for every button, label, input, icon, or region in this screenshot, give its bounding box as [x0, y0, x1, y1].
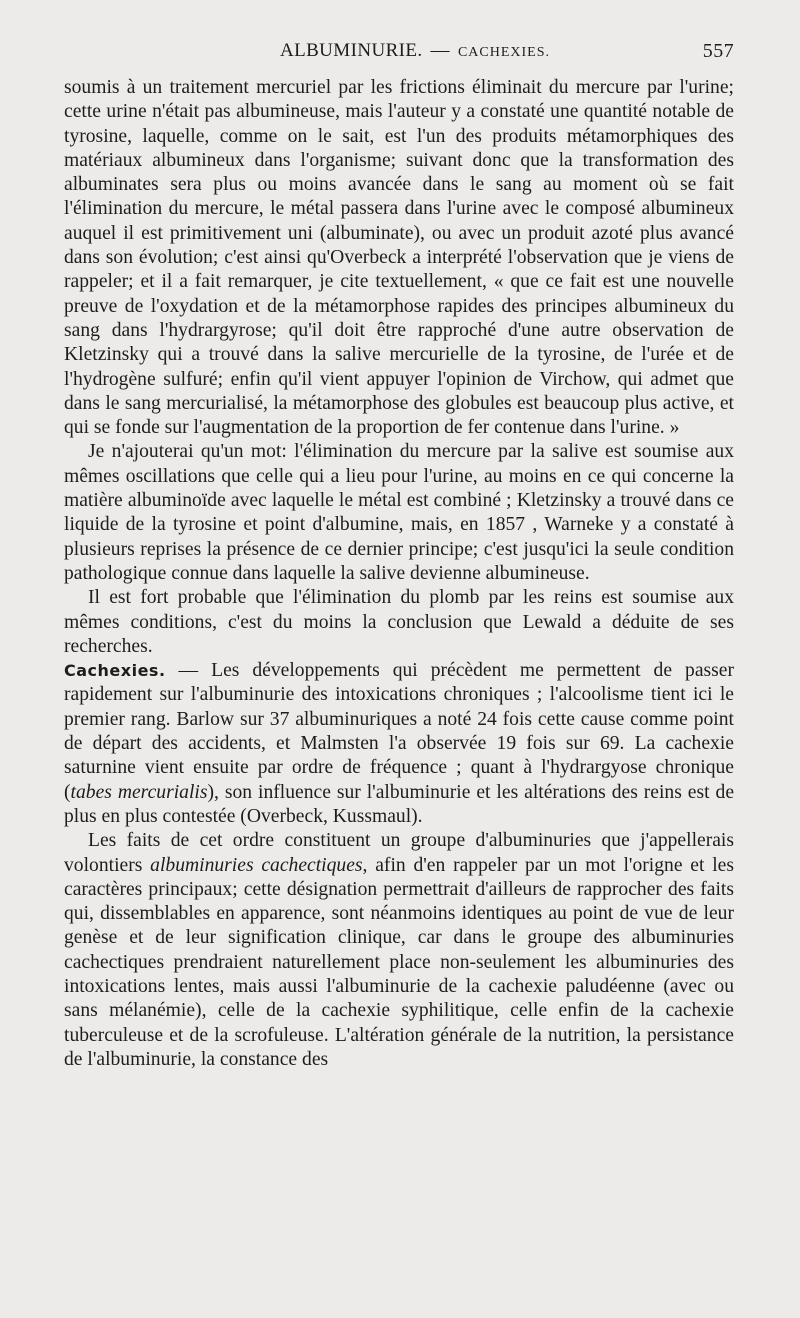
- running-head-section: CACHEXIES.: [457, 45, 550, 60]
- paragraph-2: Je n'ajouterai qu'un mot: l'élimination du mercure par la salive est soumise aux mêmes oscillations que celle qui a lieu pour l'urine, au moins en ce qui concerne la matière albuminoïde avec laquelle le métal est combiné ; Kletzinsky a trouvé dans ce liquide de la tyrosine et point d'albumine, mais, en 1857 , Warneke y a constaté à plusieurs reprises la présence de ce dernier principe; c'est jusqu'ici la seule condition pathologique connue dans laquelle la salive devienne albumineuse.: [64, 441, 734, 584]
- paragraph-5-italic: albuminuries cachectiques: [150, 854, 363, 876]
- paragraph-5-start: Les faits de cet ordre constituent un groupe d'albuminuries que j'appellerais volontiers: [64, 830, 734, 876]
- page-header: [64, 40, 734, 76]
- page-number: 557: [702, 40, 734, 62]
- paragraph-5: [64, 829, 734, 1072]
- running-head: [248, 40, 550, 62]
- running-head-title: ALBUMINURIE.: [279, 40, 423, 61]
- running-head-dash: —: [430, 40, 450, 61]
- paragraph-cachexies: [64, 659, 734, 829]
- paragraph-cachexies-rest: ), son influence sur l'albuminurie et les altérations des reins est de plus en plus contestée (Overbeck, Kussmaul).: [64, 781, 735, 827]
- paragraph-3: Il est fort probable que l'élimination du plomb par les reins est soumise aux mêmes conditions, c'est du moins la conclusion que Lewald a déduite de ses recherches.: [64, 587, 734, 657]
- paragraph-cachexies-italic: tabes mercurialis: [70, 781, 208, 803]
- paragraph-1: soumis à un traitement mercuriel par les frictions éliminait du mercure par l'urine; cette urine n'était pas albumineuse, mais l'auteur y a constaté une quantité notable de tyrosine, laquelle, comme on le sait, est l'un des produits métamorphiques des matériaux albumineux dans l'organisme; suivant donc que la transformation des albuminates sera plus ou moins avancée dans le sang au moment où se fait l'élimination du mercure, le métal passera dans l'urine avec le composé albumineux auquel il est primitivement uni (albuminate), ou avec un produit azoté plus avancé dans son évolution; c'est ainsi qu'Overbeck a interprété l'observation que je viens de rappeler; et il a fait remarquer, je cite textuellement, « que ce fait est une nouvelle preuve de l'oxydation et de la métamorphose rapides des principes albumineux du sang dans l'hydrargyrose; qu'il doit être rapproché d'une autre observation de Kletzinsky qui a trouvé dans la salive mercurielle de la tyrosine, de l'urée et de l'hydrogène sulfuré; enfin qu'il vient appuyer l'opinion de Virchow, qui admet que dans le sang mercurialisé, la métamorphose des globules est beaucoup plus active, et qui se fonde sur l'augmentation de la proportion de fer contenue dans l'urine. »: [64, 77, 734, 439]
- section-heading-cachexies: Cachexies.: [64, 661, 166, 681]
- paragraph-5-end: , afin d'en rappeler par un mot l'origne et les caractères principaux; cette désignation permettrait d'ailleurs de rapprocher des faits qui, dissemblables en apparence, sont néanmoins identiques au point de vue de leur genèse et de leur signification clinique, car dans le groupe des albuminuries cachectiques prendraient naturellement place non-seulement les albuminuries des intoxications lentes, mais aussi l'albuminurie de la cachexie paludéenne (avec ou sans mélanémie), celle de la cachexie syphilitique, celle enfin de la cachexie tuberculeuse et de la scrofuleuse. L'altération générale de la nutrition, la persistance de l'albuminurie, la constance des: [64, 854, 734, 1070]
- paragraph-cachexies-text: — Les développements qui précèdent me permettent de passer rapidement sur l'albuminurie des intoxications chroniques ; l'alcoolisme tient ici le premier rang. Barlow sur 37 albuminuriques a noté 24 fois cette cause comme point de départ des accidents, et Malmsten l'a observée 19 fois sur 69. La cachexie saturnine vient ensuite par ordre de fréquence ; quant à l'hydrargyose chronique (: [64, 660, 734, 803]
- body-text: [64, 76, 734, 1072]
